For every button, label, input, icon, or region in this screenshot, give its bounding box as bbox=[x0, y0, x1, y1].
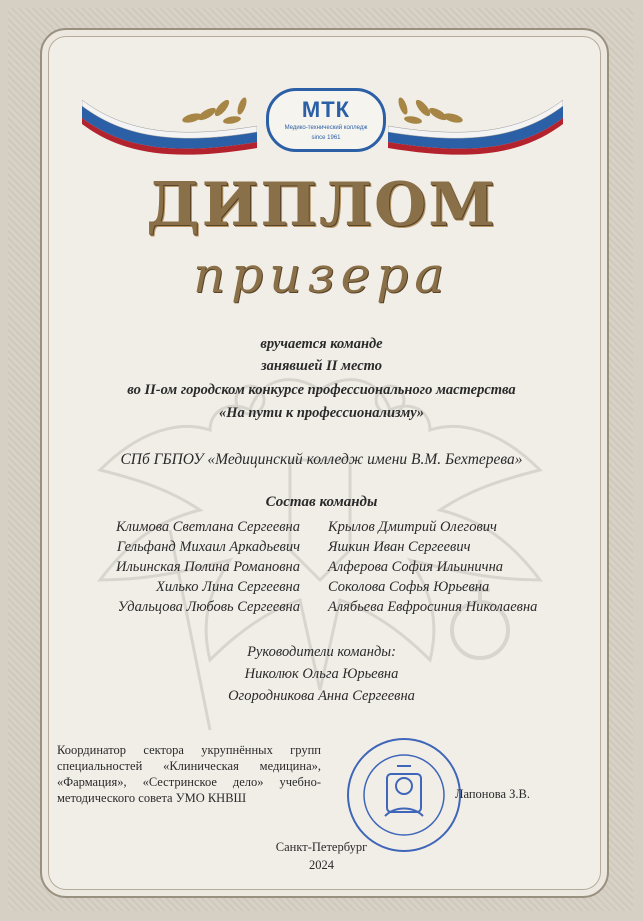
logo-title: МТК bbox=[301, 97, 351, 122]
coordinator-text: Координатор сектора укрупнённых групп специальностей «Клиническая медицина», «Фармация», «Сестринское дело» учебно-методического совета УМО КНВШ bbox=[57, 743, 321, 805]
leader-name: Огородникова Анна Сергеевна bbox=[228, 688, 415, 704]
logo-subtitle: Медико-технический колледж bbox=[284, 125, 368, 131]
leaders-heading: Руководители команды: bbox=[247, 644, 396, 660]
team-list-right bbox=[328, 517, 537, 617]
team-member: Алябьева Евфросиния Николаевна bbox=[328, 599, 538, 615]
institution-name: СПб ГБПОУ «Медицинский колледж имени В.М. Бехтерева» bbox=[120, 451, 523, 468]
mtk-logo bbox=[266, 88, 386, 152]
award-line-1: вручается команде bbox=[260, 336, 383, 352]
award-line-4: «На пути к профессионализму» bbox=[219, 405, 424, 421]
leader-name: Николюк Ольга Юрьевна bbox=[244, 666, 399, 682]
diploma-title: ДИПЛОМ bbox=[146, 170, 497, 240]
team-member: Крылов Дмитрий Олегович bbox=[328, 519, 497, 535]
logo-year: since 1961 bbox=[311, 135, 341, 141]
footer-year: 2024 bbox=[309, 858, 334, 872]
team-list-left bbox=[116, 517, 300, 617]
team-member: Алферова София Ильинична bbox=[328, 559, 504, 575]
team-member: Удальцова Любовь Сергеевна bbox=[117, 599, 300, 615]
award-line-2: занявшей II место bbox=[261, 358, 382, 374]
team-member: Яшкин Иван Сергеевич bbox=[328, 539, 471, 555]
team-member: Гельфанд Михаил Аркадьевич bbox=[116, 539, 300, 555]
team-member: Соколова Софья Юрьевна bbox=[328, 579, 490, 595]
signatory-name: Лапонова З.В. bbox=[455, 787, 530, 801]
team-member: Ильинская Полина Романовна bbox=[115, 559, 300, 575]
left-laurel-ribbon bbox=[82, 96, 257, 156]
stamp-seal bbox=[345, 736, 463, 854]
diploma-subtitle: призера bbox=[192, 246, 451, 304]
footer-city: Санкт-Петербург bbox=[275, 840, 368, 854]
team-member: Климова Светлана Сергеевна bbox=[116, 519, 300, 535]
award-line-3: во II-ом городском конкурсе профессионального мастерства bbox=[127, 382, 516, 398]
right-laurel-ribbon bbox=[388, 96, 563, 156]
team-member: Хилько Лина Сергеевна bbox=[156, 579, 300, 595]
team-heading: Состав команды bbox=[265, 494, 378, 510]
